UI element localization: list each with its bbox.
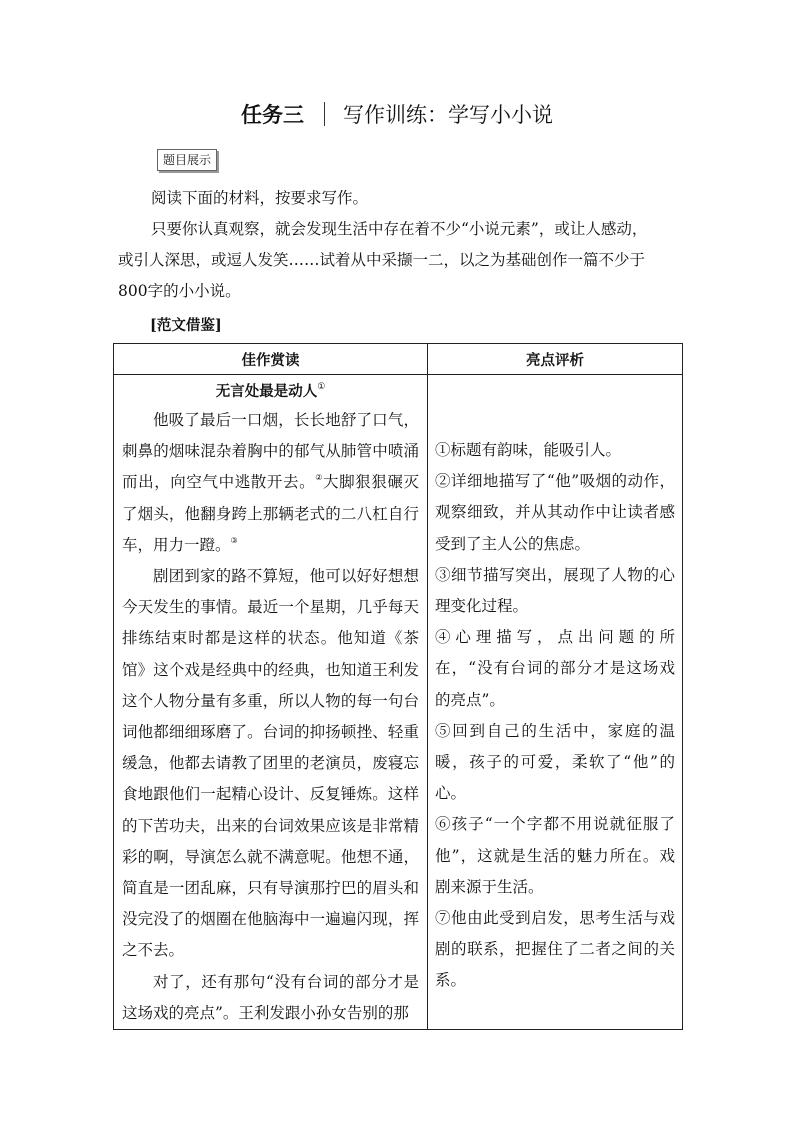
prompt-text-line: 或引人深思，或逗人发笑……试着从中采撷一二，以之为基础创作一篇不少于 — [118, 251, 646, 269]
footnote-mark: ① — [317, 382, 326, 392]
essay-table — [113, 343, 683, 1030]
task-subtitle: 写作训练：学写小小说 — [343, 103, 553, 127]
note-item: ④心理描写，点出问题的所在，“没有台词的部分才是这场戏的亮点”。 — [435, 628, 675, 709]
essay-title — [122, 379, 419, 405]
note-item: ②详细地描写了“他”吸烟的动作，观察细致，并从其动作中让读者感受到了主人公的焦虑。 — [435, 472, 675, 553]
table-header-row — [114, 344, 683, 375]
essay-cell — [114, 375, 428, 1030]
title-divider — [324, 102, 325, 126]
prompt-text-line: 只要你认真观察，就会发现生活中存在着不少“小说元素”，或让人感动， — [151, 220, 648, 238]
column-header-essay: 佳作赏读 — [114, 344, 428, 375]
notes-list — [428, 375, 682, 997]
prompt-instruction: 阅读下面的材料，按要求写作。 — [151, 189, 369, 207]
notes-cell — [428, 375, 683, 1030]
column-header-notes: 亮点评析 — [428, 344, 683, 375]
essay-text: 大脚狠狠碾灭了烟头，他翻身跨上那辆老式的二八杠自行车，用力一蹬。 — [122, 473, 419, 554]
section-label: [范文借鉴] — [150, 317, 222, 334]
essay-text: 他吸了最后一口烟，长长地舒了口气，刺鼻的烟味混杂着胸中的郁气从肺管中喷涌而出，向空气中逃散开去。 — [122, 411, 419, 492]
prompt-block — [118, 183, 678, 307]
note-item: ①标题有韵味，能吸引人。 — [435, 441, 622, 459]
prompt-text-line: 800字的小小说。 — [118, 282, 241, 300]
essay-body — [114, 375, 427, 1029]
essay-title-text: 无言处最是动人 — [215, 383, 318, 400]
footnote-mark: ② — [315, 473, 323, 483]
topic-badge: 题目展示 — [157, 149, 217, 171]
table-row — [114, 375, 683, 1030]
footnote-mark: ③ — [230, 535, 238, 545]
essay-paragraph — [122, 405, 419, 561]
task-number: 任务三 — [241, 103, 304, 127]
essay-paragraph: 对了，还有那句“没有台词的部分才是这场戏的亮点”。王利发跟小孙女告别的那 — [122, 972, 419, 1022]
essay-paragraph: 剧团到家的路不算短，他可以好好想想今天发生的事情。最近一个星期，几乎每天排练结束时都是这样的状态。他知道《茶馆》这个戏是经典中的经典，也知道王利发这个人物分量有多重，所以人物的每一句台词他都细细琢磨了。台词的抑扬顿挫、轻重缓急，他都去请教了团里的老演员，废寝忘食地跟他们一起精心设计、反复锤炼。这样的下苦功夫，出来的台词效果应该是非常精彩的啊，导演怎么就不满意呢。他想不通，简直是一团乱麻，只有导演那拧巴的眉头和没完没了的烟圈在他脑海中一遍遍闪现，挥之不去。 — [122, 567, 419, 960]
page-title — [0, 100, 794, 130]
note-item: ③细节描写突出，展现了人物的心理变化过程。 — [435, 565, 675, 616]
note-item: ⑦他由此受到启发，思考生活与戏剧的联系，把握住了二者之间的关系。 — [435, 909, 675, 990]
note-item: ⑥孩子“一个字都不用说就征服了他”，这就是生活的魅力所在。戏剧来源于生活。 — [435, 815, 675, 896]
note-item: ⑤回到自己的生活中，家庭的温暖，孩子的可爱，柔软了“他”的心。 — [435, 721, 675, 803]
